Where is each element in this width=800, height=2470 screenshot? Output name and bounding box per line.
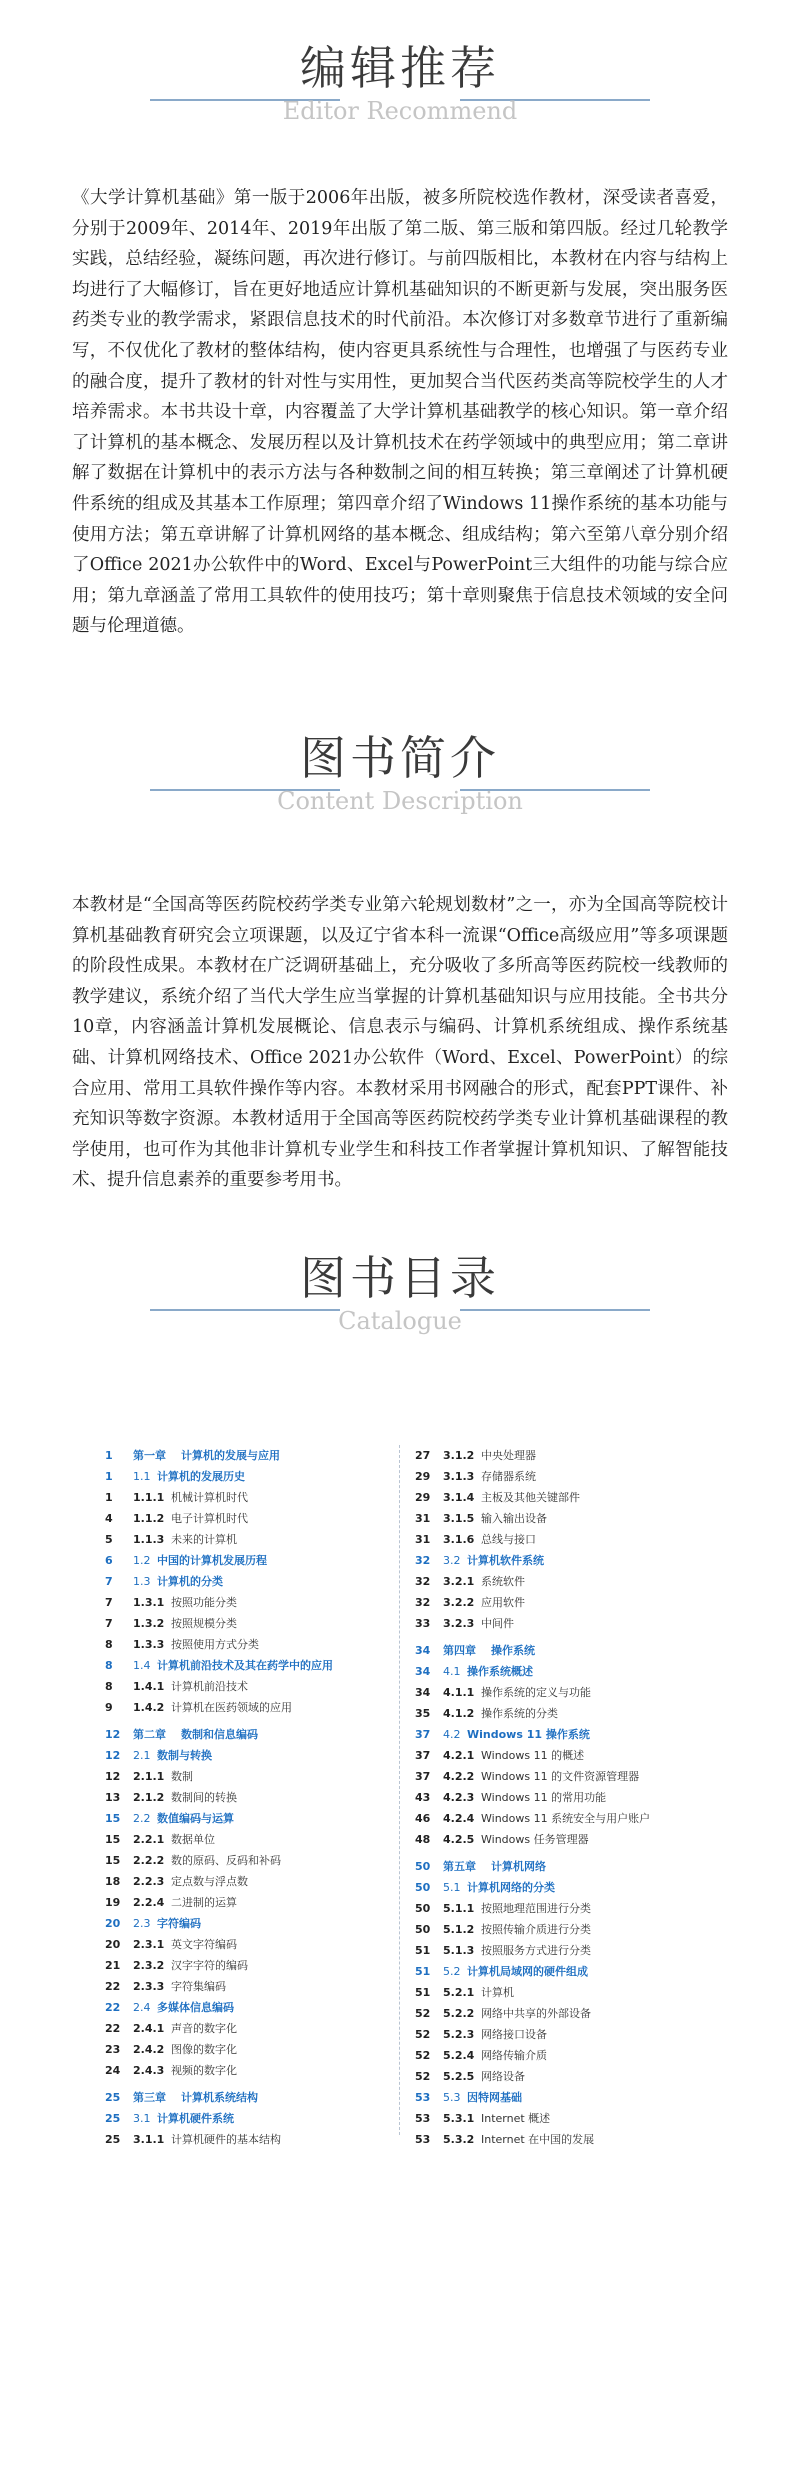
toc-entry-section (415, 1724, 695, 1745)
toc-divider (399, 1445, 401, 2135)
toc-page-number: 43 (415, 1791, 431, 1804)
toc-page-number: 46 (415, 1812, 431, 1825)
toc-page-number: 20 (105, 1938, 121, 1951)
toc-page-number: 29 (415, 1491, 431, 1504)
toc-entry-title: 存储器系统 (481, 1470, 536, 1483)
toc-entry-title: 主板及其他关键部件 (481, 1491, 580, 1504)
toc-entry-number: 2.4.3 (133, 2064, 165, 2077)
toc-entry-number: 4.2.1 (443, 1749, 475, 1762)
content-description-text: 本教材是“全国高等医药院校药学类专业第六轮规划数材”之一，亦为全国高等院校计算机基础教育研究会立项课题，以及辽宁省本科一流课“Office高级应用”等多项课题的阶段性成果。本教材在广泛调研基础上，充分吸收了多所高等医药院校一线教师的教学建议，系统介绍了当代大学生应当掌握的计算机基础知识与应用技能。全书共分10章，内容涵盖计算机发展概论、信息表示与编码、计算机系统组成、操作系统基础、计算机网络技术、Office 2021办公软件（Word、Excel、PowerPoint）的综合应用、常用工具软件操作等内容。本教材采用书网融合的形式，配套PPT课件、补充知识等数字资源。本教材适用于全国高等医药院校药学类专业计算机基础课程的教学使用，也可作为其他非计算机专业学生和科技工作者掌握计算机知识、了解智能技术、提升信息素养的重要参考用书。 (72, 895, 728, 1191)
toc-entry-sub (105, 2018, 385, 2039)
toc-entry-title: 按照传输介质进行分类 (481, 1923, 591, 1936)
toc-entry-number: 2.2 (133, 1812, 151, 1825)
toc-entry-sub (105, 1676, 385, 1697)
toc-entry-sub (415, 2024, 695, 2045)
toc-entry-number: 3.2.3 (443, 1617, 475, 1630)
toc-entry-number: 4.1.1 (443, 1686, 475, 1699)
toc-entry-title: 网络传输介质 (481, 2049, 547, 2062)
toc-entry-sub (105, 1487, 385, 1508)
toc-entry-sub (415, 1445, 695, 1466)
toc-page-number: 9 (105, 1701, 113, 1714)
toc-entry-title: 数制和信息编码 (181, 1728, 258, 1741)
toc-entry-number: 第三章 (133, 2091, 166, 2104)
toc-entry-sub (105, 1850, 385, 1871)
toc-entry-chapter (105, 1724, 385, 1745)
toc-entry-title: 网络接口设备 (481, 2028, 547, 2041)
toc-entry-title: 按照使用方式分类 (171, 1638, 259, 1651)
toc-entry-title: 计算机硬件的基本结构 (171, 2133, 281, 2146)
toc-entry-title: 计算机网络 (491, 1860, 546, 1873)
toc-entry-section (105, 1997, 385, 2018)
toc-entry-number: 4.2 (443, 1728, 461, 1741)
toc-entry-sub (105, 1955, 385, 1976)
toc-page-number: 31 (415, 1512, 431, 1525)
toc-page-number: 25 (105, 2133, 121, 2146)
toc-entry-sub (415, 2129, 695, 2150)
editor-recommend-header (0, 40, 800, 126)
toc-entry-section (105, 1808, 385, 1829)
toc-entry-sub (105, 1529, 385, 1550)
toc-page-number: 34 (415, 1644, 431, 1657)
toc-entry-title: 计算机硬件系统 (157, 2112, 234, 2125)
toc-page-number: 21 (105, 1959, 121, 1972)
toc-page-number: 25 (105, 2091, 121, 2104)
toc-entry-number: 2.2.1 (133, 1833, 165, 1846)
toc-entry-number: 5.1.2 (443, 1923, 475, 1936)
toc-entry-title: Internet 在中国的发展 (481, 2133, 595, 2146)
toc-entry-title: 计算机网络的分类 (467, 1881, 555, 1894)
toc-entry-title: 计算机在医药领域的应用 (171, 1701, 292, 1714)
toc-entry-number: 4.1 (443, 1665, 461, 1678)
toc-entry-chapter (105, 1445, 385, 1466)
toc-entry-sub (415, 1529, 695, 1550)
toc-page-number: 32 (415, 1554, 431, 1567)
toc-page-number: 25 (105, 2112, 121, 2125)
toc-entry-title: 中间件 (481, 1617, 514, 1630)
toc-page-number: 13 (105, 1791, 121, 1804)
toc-entry-title: 数制 (171, 1770, 193, 1783)
toc-entry-title: 按照地理范围进行分类 (481, 1902, 591, 1915)
toc-entry-number: 1.3.2 (133, 1617, 165, 1630)
toc-entry-sub (415, 1940, 695, 1961)
toc-entry-sub (415, 1466, 695, 1487)
toc-page-number: 35 (415, 1707, 431, 1720)
toc-entry-number: 2.4 (133, 2001, 151, 2014)
toc-entry-number: 第一章 (133, 1449, 166, 1462)
toc-page-number: 48 (415, 1833, 431, 1846)
toc-page-number: 8 (105, 1638, 113, 1651)
toc-entry-sub (415, 1613, 695, 1634)
toc-entry-sub (415, 1766, 695, 1787)
toc-page-number: 50 (415, 1860, 431, 1873)
toc-entry-number: 1.3.3 (133, 1638, 165, 1651)
toc-entry-sub (415, 1808, 695, 1829)
toc-entry-sub (415, 1829, 695, 1850)
toc-page-number: 37 (415, 1749, 431, 1762)
toc-entry-sub (415, 1982, 695, 2003)
toc-entry-sub (105, 2060, 385, 2081)
toc-entry-title: 字符编码 (157, 1917, 201, 1930)
toc-page-number: 51 (415, 1944, 431, 1957)
toc-page-number: 31 (415, 1533, 431, 1546)
toc-page-number: 51 (415, 1986, 431, 1999)
toc-entry-title: 操作系统 (491, 1644, 535, 1657)
toc-entry-sub (105, 1829, 385, 1850)
toc-entry-sub (415, 2108, 695, 2129)
catalogue-header (0, 1250, 800, 1336)
toc-entry-section (105, 1550, 385, 1571)
toc-entry-number: 4.1.2 (443, 1707, 475, 1720)
toc-page-number: 22 (105, 2001, 121, 2014)
toc-entry-number: 2.1 (133, 1749, 151, 1762)
toc-entry-section (105, 1571, 385, 1592)
toc-entry-sub (105, 1976, 385, 1997)
toc-entry-title: 图像的数字化 (171, 2043, 237, 2056)
toc-page-number: 34 (415, 1686, 431, 1699)
toc-entry-title: 数值编码与运算 (157, 1812, 234, 1825)
toc-entry-section (415, 1550, 695, 1571)
toc-entry-sub (105, 1871, 385, 1892)
section-subtitle: Editor Recommend (282, 97, 518, 125)
toc-page-number: 24 (105, 2064, 121, 2077)
toc-page-number: 12 (105, 1749, 121, 1762)
toc-page-number: 32 (415, 1575, 431, 1588)
toc-page-number: 8 (105, 1680, 113, 1693)
toc-entry-title: 计算机前沿技术 (171, 1680, 248, 1693)
toc-entry-title: 数制与转换 (157, 1749, 212, 1762)
editor-recommend-text: 《大学计算机基础》第一版于2006年出版，被多所院校选作教材，深受读者喜爱，分别于2009年、2014年、2019年出版了第二版、第三版和第四版。经过几轮教学实践，总结经验，凝练问题，再次进行修订。与前四版相比，本教材在内容与结构上均进行了大幅修订，旨在更好地适应计算机基础知识的不断更新与发展，突出服务医药类专业的教学需求，紧跟信息技术的时代前沿。本次修订对多数章节进行了重新编写，不仅优化了教材的整体结构，使内容更具系统性与合理性，也增强了与医药专业的融合度，提升了教材的针对性与实用性，更加契合当代医药类高等院校学生的人才培养需求。本书共设十章，内容覆盖了大学计算机基础教学的核心知识。第一章介绍了计算机的基本概念、发展历程以及计算机技术在药学领域中的典型应用；第二章讲解了数据在计算机中的表示方法与各种数制之间的相互转换；第三章阐述了计算机硬件系统的组成及其基本工作原理；第四章介绍了Windows 11操作系统的基本功能与使用方法；第五章讲解了计算机网络的基本概念、组成结构；第六至第八章分别介绍了Office 2021办公软件中的Word、Excel与PowerPoint三大组件的功能与综合应用；第九章涵盖了常用工具软件的使用技巧；第十章则聚焦于信息技术领域的安全问题与伦理道德。 (72, 188, 728, 637)
toc-page-number: 1 (105, 1470, 113, 1483)
toc-entry-sub (415, 1898, 695, 1919)
toc-page-number: 50 (415, 1881, 431, 1894)
toc-entry-title: 数的原码、反码和补码 (171, 1854, 281, 1867)
toc-entry-section (105, 1655, 385, 1676)
toc-page-number: 4 (105, 1512, 113, 1525)
toc-entry-number: 2.2.4 (133, 1896, 165, 1909)
toc-entry-number: 2.4.2 (133, 2043, 165, 2056)
toc-entry-title: 总线与接口 (481, 1533, 536, 1546)
toc-page-number: 7 (105, 1617, 113, 1630)
toc-entry-title: 多媒体信息编码 (157, 2001, 234, 2014)
toc-entry-number: 1.1.2 (133, 1512, 165, 1525)
toc-entry-title: Windows 11 操作系统 (467, 1728, 590, 1741)
toc-entry-title: Windows 11 系统安全与用户账户 (481, 1812, 651, 1825)
toc-entry-sub (415, 1592, 695, 1613)
toc-entry-title: 计算机的发展历史 (157, 1470, 245, 1483)
toc-entry-number: 3.2.1 (443, 1575, 475, 1588)
toc-entry-sub (105, 1766, 385, 1787)
toc-page-number: 18 (105, 1875, 121, 1888)
toc-entry-number: 2.3.3 (133, 1980, 165, 1993)
section-title: 图书目录 (300, 1251, 500, 1305)
toc-page-number: 53 (415, 2133, 431, 2146)
toc-entry-number: 2.1.2 (133, 1791, 165, 1804)
toc-page-number: 6 (105, 1554, 113, 1567)
toc-page-number: 52 (415, 2070, 431, 2083)
toc-page-number: 1 (105, 1491, 113, 1504)
toc-entry-sub (415, 1919, 695, 1940)
section-title: 编辑推荐 (300, 41, 500, 95)
toc-entry-number: 4.2.3 (443, 1791, 475, 1804)
toc-entry-number: 5.2.4 (443, 2049, 475, 2062)
toc-entry-number: 5.1 (443, 1881, 461, 1894)
toc-entry-title: Internet 概述 (481, 2112, 551, 2125)
toc-entry-sub (105, 2129, 385, 2150)
toc-entry-title: 计算机局域网的硬件组成 (467, 1965, 588, 1978)
toc-page-number: 15 (105, 1854, 121, 1867)
toc-entry-number: 2.1.1 (133, 1770, 165, 1783)
toc-entry-sub (105, 1592, 385, 1613)
toc-column-left (105, 1445, 385, 2150)
toc-entry-title: 英文字符编码 (171, 1938, 237, 1951)
toc-entry-sub (415, 1508, 695, 1529)
toc-entry-number: 2.3 (133, 1917, 151, 1930)
toc-entry-title: 计算机的分类 (157, 1575, 223, 1588)
toc-entry-title: 计算机前沿技术及其在药学中的应用 (157, 1659, 333, 1672)
toc-entry-sub (105, 1892, 385, 1913)
toc-entry-number: 第二章 (133, 1728, 166, 1741)
toc-entry-title: 声音的数字化 (171, 2022, 237, 2035)
toc-page-number: 23 (105, 2043, 121, 2056)
toc-entry-title: 系统软件 (481, 1575, 525, 1588)
toc-entry-section (105, 1745, 385, 1766)
toc-entry-number: 3.1.1 (133, 2133, 165, 2146)
toc-entry-title: 按照规模分类 (171, 1617, 237, 1630)
toc-entry-number: 第五章 (443, 1860, 476, 1873)
toc-page-number: 51 (415, 1965, 431, 1978)
toc-entry-sub (415, 1682, 695, 1703)
toc-entry-title: 二进制的运算 (171, 1896, 237, 1909)
toc-entry-number: 1.1 (133, 1470, 151, 1483)
toc-entry-chapter (415, 1856, 695, 1877)
toc-entry-number: 2.2.3 (133, 1875, 165, 1888)
toc-page-number: 12 (105, 1728, 121, 1741)
toc-entry-sub (415, 2003, 695, 2024)
toc-entry-number: 4.2.4 (443, 1812, 475, 1825)
toc-page-number: 53 (415, 2112, 431, 2125)
toc-page-number: 15 (105, 1833, 121, 1846)
toc-entry-number: 5.1.3 (443, 1944, 475, 1957)
toc-entry-title: 未来的计算机 (171, 1533, 237, 1546)
toc-entry-sub (415, 1787, 695, 1808)
toc-page-number: 7 (105, 1596, 113, 1609)
toc-entry-sub (415, 1745, 695, 1766)
toc-page-number: 52 (415, 2028, 431, 2041)
toc-entry-section (415, 2087, 695, 2108)
toc-entry-sub (105, 1697, 385, 1718)
toc-page-number: 34 (415, 1665, 431, 1678)
toc-entry-title: 操作系统概述 (467, 1665, 533, 1678)
toc-entry-number: 5.2.5 (443, 2070, 475, 2083)
section-title: 图书简介 (300, 731, 500, 785)
toc-entry-number: 1.2 (133, 1554, 151, 1567)
toc-page-number: 19 (105, 1896, 121, 1909)
toc-entry-section (415, 1961, 695, 1982)
toc-entry-number: 5.3 (443, 2091, 461, 2104)
toc-entry-section (415, 1877, 695, 1898)
toc-entry-sub (105, 1934, 385, 1955)
toc-page-number: 15 (105, 1812, 121, 1825)
toc-entry-title: 机械计算机时代 (171, 1491, 248, 1504)
toc-page-number: 8 (105, 1659, 113, 1672)
toc-entry-number: 5.3.2 (443, 2133, 475, 2146)
toc-entry-number: 3.2.2 (443, 1596, 475, 1609)
toc-entry-number: 5.1.1 (443, 1902, 475, 1915)
toc-page-number: 12 (105, 1770, 121, 1783)
toc-entry-sub (105, 1634, 385, 1655)
toc-entry-title: 视频的数字化 (171, 2064, 237, 2077)
toc-entry-number: 3.2 (443, 1554, 461, 1567)
toc-entry-title: 网络设备 (481, 2070, 525, 2083)
toc-entry-title: 中国的计算机发展历程 (157, 1554, 267, 1567)
toc-entry-title: Windows 任务管理器 (481, 1833, 589, 1846)
toc-page-number: 1 (105, 1449, 113, 1462)
toc-entry-number: 1.1.3 (133, 1533, 165, 1546)
toc-entry-number: 2.3.1 (133, 1938, 165, 1951)
toc-page-number: 32 (415, 1596, 431, 1609)
toc-page-number: 37 (415, 1728, 431, 1741)
toc-entry-number: 3.1.4 (443, 1491, 475, 1504)
toc-entry-title: 计算机系统结构 (181, 2091, 258, 2104)
toc-entry-section (105, 2108, 385, 2129)
toc-entry-title: 定点数与浮点数 (171, 1875, 248, 1888)
toc-entry-title: 汉字字符的编码 (171, 1959, 248, 1972)
toc-entry-title: 中央处理器 (481, 1449, 536, 1462)
toc-page-number: 29 (415, 1470, 431, 1483)
toc-entry-sub (415, 1703, 695, 1724)
toc-page-number: 20 (105, 1917, 121, 1930)
toc-entry-title: Windows 11 的常用功能 (481, 1791, 607, 1804)
toc-page-number: 52 (415, 2007, 431, 2020)
toc-entry-sub (415, 2045, 695, 2066)
content-description-header (0, 730, 800, 816)
toc-entry-title: 计算机的发展与应用 (181, 1449, 280, 1462)
toc-entry-title: 计算机 (481, 1986, 514, 1999)
toc-entry-number: 3.1.5 (443, 1512, 475, 1525)
toc-entry-number: 3.1.2 (443, 1449, 475, 1462)
toc-entry-number: 5.2.3 (443, 2028, 475, 2041)
toc-entry-section (105, 1913, 385, 1934)
toc-entry-number: 1.3.1 (133, 1596, 165, 1609)
toc-entry-number: 5.2 (443, 1965, 461, 1978)
toc-page-number: 22 (105, 2022, 121, 2035)
toc-entry-sub (105, 1613, 385, 1634)
toc-entry-title: Windows 11 的概述 (481, 1749, 585, 1762)
toc-page-number: 33 (415, 1617, 431, 1630)
section-subtitle: Content Description (277, 787, 523, 815)
toc-entry-section (415, 1661, 695, 1682)
toc-entry-number: 2.4.1 (133, 2022, 165, 2035)
toc-entry-number: 2.2.2 (133, 1854, 165, 1867)
toc-entry-chapter (415, 1640, 695, 1661)
toc-entry-sub (105, 1508, 385, 1529)
toc-entry-section (105, 1466, 385, 1487)
toc-entry-number: 3.1.3 (443, 1470, 475, 1483)
toc-entry-title: 电子计算机时代 (171, 1512, 248, 1525)
toc-entry-number: 4.2.2 (443, 1770, 475, 1783)
toc-entry-number: 第四章 (443, 1644, 476, 1657)
toc-entry-chapter (105, 2087, 385, 2108)
toc-entry-title: 按照功能分类 (171, 1596, 237, 1609)
toc-entry-number: 1.1.1 (133, 1491, 165, 1504)
toc-entry-title: Windows 11 的文件资源管理器 (481, 1770, 640, 1783)
toc-entry-number: 3.1 (133, 2112, 151, 2125)
section-subtitle: Catalogue (338, 1307, 462, 1335)
toc-entry-sub (415, 2066, 695, 2087)
toc-entry-title: 字符集编码 (171, 1980, 226, 1993)
toc-entry-title: 操作系统的分类 (481, 1707, 558, 1720)
toc-entry-title: 应用软件 (481, 1596, 525, 1609)
toc-entry-number: 1.4.1 (133, 1680, 165, 1693)
toc-entry-title: 输入输出设备 (481, 1512, 547, 1525)
toc-entry-number: 1.4.2 (133, 1701, 165, 1714)
toc-entry-number: 5.2.2 (443, 2007, 475, 2020)
toc-page-number: 5 (105, 1533, 113, 1546)
toc-page-number: 22 (105, 1980, 121, 1993)
toc-entry-title: 计算机软件系统 (467, 1554, 544, 1567)
toc-entry-title: 因特网基础 (467, 2091, 522, 2104)
toc-page-number: 27 (415, 1449, 431, 1462)
toc-entry-number: 4.2.5 (443, 1833, 475, 1846)
toc-entry-title: 操作系统的定义与功能 (481, 1686, 591, 1699)
toc-entry-title: 网络中共享的外部设备 (481, 2007, 591, 2020)
toc-entry-number: 3.1.6 (443, 1533, 475, 1546)
toc-entry-sub (415, 1571, 695, 1592)
toc-entry-number: 1.4 (133, 1659, 151, 1672)
toc-entry-number: 5.2.1 (443, 1986, 475, 1999)
toc-entry-number: 5.3.1 (443, 2112, 475, 2125)
toc-entry-title: 数制间的转换 (171, 1791, 237, 1804)
toc-entry-sub (415, 1487, 695, 1508)
toc-entry-sub (105, 1787, 385, 1808)
toc-entry-title: 数据单位 (171, 1833, 215, 1846)
toc-page-number: 53 (415, 2091, 431, 2104)
toc-entry-number: 2.3.2 (133, 1959, 165, 1972)
toc-page-number: 7 (105, 1575, 113, 1588)
toc-page-number: 50 (415, 1902, 431, 1915)
toc-entry-title: 按照服务方式进行分类 (481, 1944, 591, 1957)
toc-page-number: 50 (415, 1923, 431, 1936)
toc-column-right (415, 1445, 695, 2150)
toc-entry-number: 1.3 (133, 1575, 151, 1588)
toc-page-number: 37 (415, 1770, 431, 1783)
toc-page-number: 52 (415, 2049, 431, 2062)
toc-entry-sub (105, 2039, 385, 2060)
